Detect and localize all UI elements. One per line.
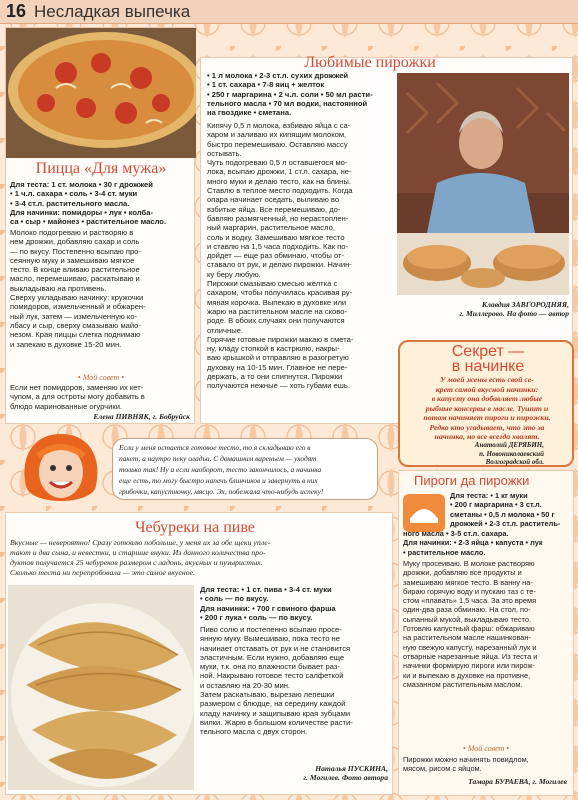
ingredient-line: • 1 ст. сахара • 7-8 яиц + желток: [207, 80, 325, 90]
text-line: Сверху укладываю начинку: кружочки: [10, 293, 144, 303]
dough-line: • 1 ч.л. сахара • соль • 3-4 ст. муки: [10, 189, 138, 199]
text-line: ставало от рук, и делаю пирожки. Начин-: [207, 260, 352, 270]
signature-line: Волгоградской обл.: [485, 458, 544, 466]
pirogi-dough-top: [450, 491, 571, 529]
woman-cartoon-icon: [12, 428, 110, 512]
filling-line: Для начинки: • 700 г свиного фарша: [200, 603, 336, 613]
pirogi-title: Пироги да пирожки: [414, 473, 530, 488]
text-line: быстро перемешиваю. Оставляю массу: [207, 139, 348, 149]
text-line: Пирожки смазываю смесью желтка с: [207, 279, 338, 289]
secret-title-line: Секрет —: [451, 343, 525, 360]
text-line: остывать.: [207, 148, 242, 158]
chebureki-ingredients: [200, 585, 390, 622]
speech-text: [119, 442, 375, 497]
signature-line: Анатолий ДЕРЯБИН,: [474, 441, 544, 449]
text-line: масло, перемешиваю, раскатываю и: [10, 274, 140, 284]
dough-line: • 200 г маргарина • 3 ст.л.: [450, 500, 542, 510]
ingredient-line: • 1 л молока • 2-3 ст.л. сухих дрожжей: [207, 71, 349, 80]
text-line: нем дрожжи, добавляю сахар и соль: [10, 237, 140, 247]
text-line: помидоров, измельченный и обжарен-: [10, 302, 146, 312]
secret-box: [398, 340, 574, 467]
chebureki-title: Чебуреки на пиве: [135, 519, 255, 536]
advice-label: • Мой совет •: [462, 744, 510, 753]
text-line: сыпанный мукой, выкладываю тесто.: [403, 614, 532, 624]
pizza-title: Пицца «Для мужа»: [35, 160, 167, 177]
filling-line: • 200 г лука • соль — по вкусу.: [200, 612, 313, 622]
text-line: жарю на растительном масле на сково-: [207, 306, 347, 316]
text-line: выкладываю на противень.: [10, 283, 107, 293]
text-line: грибочки, капустночку, мясцо. Эх, побежала что-нибудь испеку!: [119, 487, 324, 496]
text-line: получаются нежные — хоть губами ешь.: [207, 381, 350, 391]
text-line: ну, кладу стопкой в кастрюлю, накры-: [207, 344, 340, 354]
text-line: бавляю размягченный, но нерастоплен-: [207, 213, 349, 223]
text-line: блюдо маринованные огурчики.: [10, 401, 123, 411]
text-line: соль и водку. Замешиваю мягкое тесто: [207, 232, 345, 242]
text-line: дуктов получается 25 чебуреков размером с ладонь, вкусных и пузыристых.: [10, 558, 263, 567]
text-line: ный лук, затем — измельченную ко-: [10, 311, 138, 321]
caption-line: г. Миллерово. На фото — автор: [459, 309, 569, 318]
text-line: Готовлю капустный фарш: обжариваю: [403, 624, 535, 634]
text-line: Если у меня остается готовое тесто, то я складываю его в: [119, 443, 311, 452]
pirozhki-title: Любимые пирожки: [304, 54, 436, 71]
text-line: Если нет помидоров, заменяю их кет-: [10, 383, 144, 392]
text-line: Чуть подогреваю 0,5 л оставшегося мо-: [207, 158, 348, 168]
pizza-ingredients: [10, 180, 193, 226]
signature-line: Наталья ПУСКИНА,: [315, 764, 388, 773]
text-line: Горячие готовые пирожки макаю в смета-: [207, 334, 354, 344]
text-line: вилки. Жарю в большом количестве расти-: [200, 717, 353, 727]
text-line: держать, а то они слипнутся. Пирожки: [207, 372, 343, 382]
dough-line: Для теста: • 1 кг муки: [450, 491, 528, 500]
text-line: сеянную муку и замешиваю мягкое: [10, 255, 135, 265]
text-line: и запекаю в духовке 15-20 мин.: [10, 339, 122, 349]
pirozhki-instructions: [207, 121, 393, 391]
text-line: еще есть, то могу быстро напечь блинчиков и завернуть в них: [119, 476, 318, 485]
text-line: размером с блюдце, на середину каждой: [200, 699, 346, 709]
text-line: один-два раза обминаю. На стол, по-: [403, 605, 531, 615]
dough-line: Для теста: 1 ст. молока • 30 г дрожжей: [10, 180, 153, 189]
pizza-recipe: [5, 27, 195, 424]
dough-line: • соль — по вкусу.: [200, 594, 269, 604]
text-line: лбасу и сыр, сверху смазываю майо-: [10, 320, 141, 330]
text-line: Пиво солю и постепенно всыпаю просе-: [200, 625, 342, 634]
chebureki-intro: [10, 538, 390, 578]
text-line: — по вкусу. Постепенно всыпаю про-: [10, 246, 141, 256]
text-line: потом начиняет пироги и пирожки.: [423, 413, 551, 422]
text-line: в капусту она добавляет любые: [431, 394, 543, 403]
text-line: ный маргарин, растительное масло,: [207, 223, 335, 233]
chebureki-instructions: [200, 625, 390, 737]
text-line: Сколько теста ни перепробовала — это самое вкусное.: [10, 568, 196, 577]
text-line: ную свежую капусту, нарезанный лук и: [403, 642, 537, 652]
text-line: крет самой вкусной начинки:: [435, 384, 539, 394]
signature: Тамара БУРАЕВА, г. Могилев: [468, 777, 567, 786]
ingredient-line: на гвоздике • сметана.: [207, 108, 292, 118]
page-number: 16: [6, 1, 27, 21]
text-line: сахаром, чтобы получилась красивая ру-: [207, 288, 353, 298]
text-line: Муку просеиваю. В молоке растворяю: [403, 559, 535, 568]
dough-line: ного масла • 3-5 ст.л. сахара.: [403, 529, 509, 538]
text-line: и ставлю на 1,5 часа подходить. Как по-: [207, 241, 348, 251]
text-line: взбитые яйца. Все перемешиваю, до-: [207, 204, 341, 214]
text-line: ки и выпекаю в духовке на противне,: [403, 670, 531, 680]
caption-line: Клавдия ЗАВГОРОДНЯЯ,: [481, 300, 569, 309]
text-line: начинки формирую пироги или пирож-: [403, 661, 535, 671]
text-line: замешиваю мягкое тесто. В ванну на-: [403, 577, 533, 587]
text-line: эластичным. Если нужно, добавляю еще: [200, 652, 345, 662]
text-line: Вкусные — невероятно! Сразу готовлю побольше, у меня их за обе щеки упле-: [10, 538, 271, 547]
text-line: кладу начинку и защипываю края зубцами: [200, 708, 351, 718]
speech-bubble: [112, 438, 378, 500]
text-line: янную муку. Вымешиваю, пока тесто не: [200, 634, 340, 644]
filling-line: са • сыр • майонез • растительное масло.: [10, 217, 167, 227]
text-line: незом. Края пиццы слегка поднимаю: [10, 330, 141, 340]
ingredient-line: • 250 г маргарина • 2 ч.л. соли • 50 мл расти-: [207, 89, 373, 99]
dough-line: сметаны • 0,5 л молока • 50 г: [450, 509, 555, 519]
text-line: пакет, а наутро пеку оладьи. С домашним вареньем — уходят: [119, 454, 317, 463]
signature-line: п. Новониколаевский: [479, 449, 544, 458]
text-line: лока, всыпаю дрожжи, 1 ст.л. сахара, не-: [207, 167, 352, 177]
pizza-advice: [10, 383, 193, 411]
text-line: начинает отставать от рук и не становится: [200, 643, 351, 653]
signature: Елена ПИВНЯК, г. Бобруйск: [93, 412, 190, 421]
text-line: тают и два сына, и невестки, и старшие внуки. Из данного количества про-: [10, 548, 266, 557]
text-line: Редко кто угадывает, что это за: [429, 422, 545, 432]
author-photo: [397, 73, 569, 295]
text-line: Молоко подогреваю и растворяю в: [10, 228, 134, 237]
pirozhki-ingredients: [207, 71, 393, 117]
text-line: дрожжи, добавляю все продукты и: [403, 568, 522, 578]
filling-line: Для начинки: • 2-3 яйца • капуста • лук: [403, 538, 543, 548]
text-line: много муки и делаю тесто, как на блины.: [207, 176, 351, 186]
secret-subtitle: в начинке: [451, 358, 525, 375]
text-line: смазанном растительным маслом.: [403, 679, 523, 689]
text-line: бираю горячую воду и пускаю таз с те-: [403, 586, 536, 596]
dough-line: • 3-4 ст.л. растительного масла.: [10, 198, 130, 208]
text-line: духовку на 10-15 мин. Главное не пере-: [207, 362, 348, 372]
text-line: на растительном масле нашинкован-: [403, 633, 531, 643]
text-line: рыбные консервы в масле. Тушит и: [425, 403, 549, 413]
text-line: мяная корочка. Выпекаю в духовке или: [207, 297, 347, 307]
pirogi-instructions: [403, 559, 571, 689]
text-line: ной. Накрываю готовое тесто салфеткой: [200, 671, 344, 681]
secret-signature: [404, 441, 544, 467]
dough-line: Для теста: • 1 ст. пива • 3-4 ст. муки: [200, 585, 332, 594]
text-line: начинка, но все всегда хвалят.: [434, 432, 540, 441]
signature-line: г. Могилев. Фото автора: [303, 773, 388, 782]
advice-label: • Мой совет •: [77, 373, 125, 382]
text-line: ку беру любую.: [207, 269, 261, 279]
secret-text: [404, 375, 570, 442]
text-line: муки, т.к. она по влажности бывает раз-: [200, 662, 340, 672]
text-line: Ставлю в теплое место подходить. Когда: [207, 186, 353, 196]
text-line: опара начинает оседать, выливаю во: [207, 195, 340, 205]
text-line: тесто. В конце вливаю растительное: [10, 265, 140, 275]
chebureki-signature: [200, 764, 388, 782]
text-line: отварные нарезанные яйца. Из теста и: [403, 651, 538, 661]
text-line: Затем раскатываю, вырезаю лепешки: [200, 690, 335, 700]
ingredient-line: тельного масла • 70 мл водки, настоянной: [207, 98, 368, 108]
text-line: Кипячу 0,5 л молока, взбиваю яйца с са-: [207, 121, 351, 130]
chebureki-photo: [8, 585, 194, 790]
text-line: тельного масла с двух сторон.: [200, 727, 308, 737]
secret-title: [425, 344, 551, 374]
text-line: отличные.: [207, 325, 243, 335]
section-title: Несладкая выпечка: [34, 2, 191, 21]
text-line: мясом, рисом с яйцом.: [403, 764, 482, 774]
text-line: только так! Ну а если наоборот, тесто закончилось, а начинка: [119, 465, 322, 474]
filling-line: • растительное масло.: [403, 547, 486, 557]
bread-icon: [402, 493, 446, 533]
photo-caption: [397, 300, 569, 318]
dough-line: дрожжей • 2-3 ст.л. раститель-: [450, 519, 561, 529]
pizza-photo: [6, 28, 196, 158]
text-line: чупом, а для остроты могу добавить в: [10, 392, 145, 402]
text-line: харом и заливаю их кипящим молоком,: [207, 130, 347, 140]
page-header: [0, 0, 578, 24]
pirogi-advice: [403, 755, 571, 774]
text-line: роде. В обоих случаях они получаются: [207, 316, 345, 326]
text-line: дойдет — еще раз обминаю, чтобы от-: [207, 251, 345, 261]
text-line: Пирожки можно начинять повидлом,: [403, 755, 529, 764]
text-line: и оставляю на 20-30 мин.: [200, 680, 291, 690]
pizza-instructions: [10, 228, 193, 349]
filling-line: Для начинки: помидоры • лук • колба-: [10, 207, 153, 217]
text-line: ваю крышкой и отправляю в разогретую: [207, 353, 349, 363]
text-line: У моей жены есть свой се-: [440, 375, 534, 384]
pirogi-ingredients: [403, 529, 571, 557]
text-line: стом «плавать» 1,5 часа. За это время: [403, 596, 537, 606]
